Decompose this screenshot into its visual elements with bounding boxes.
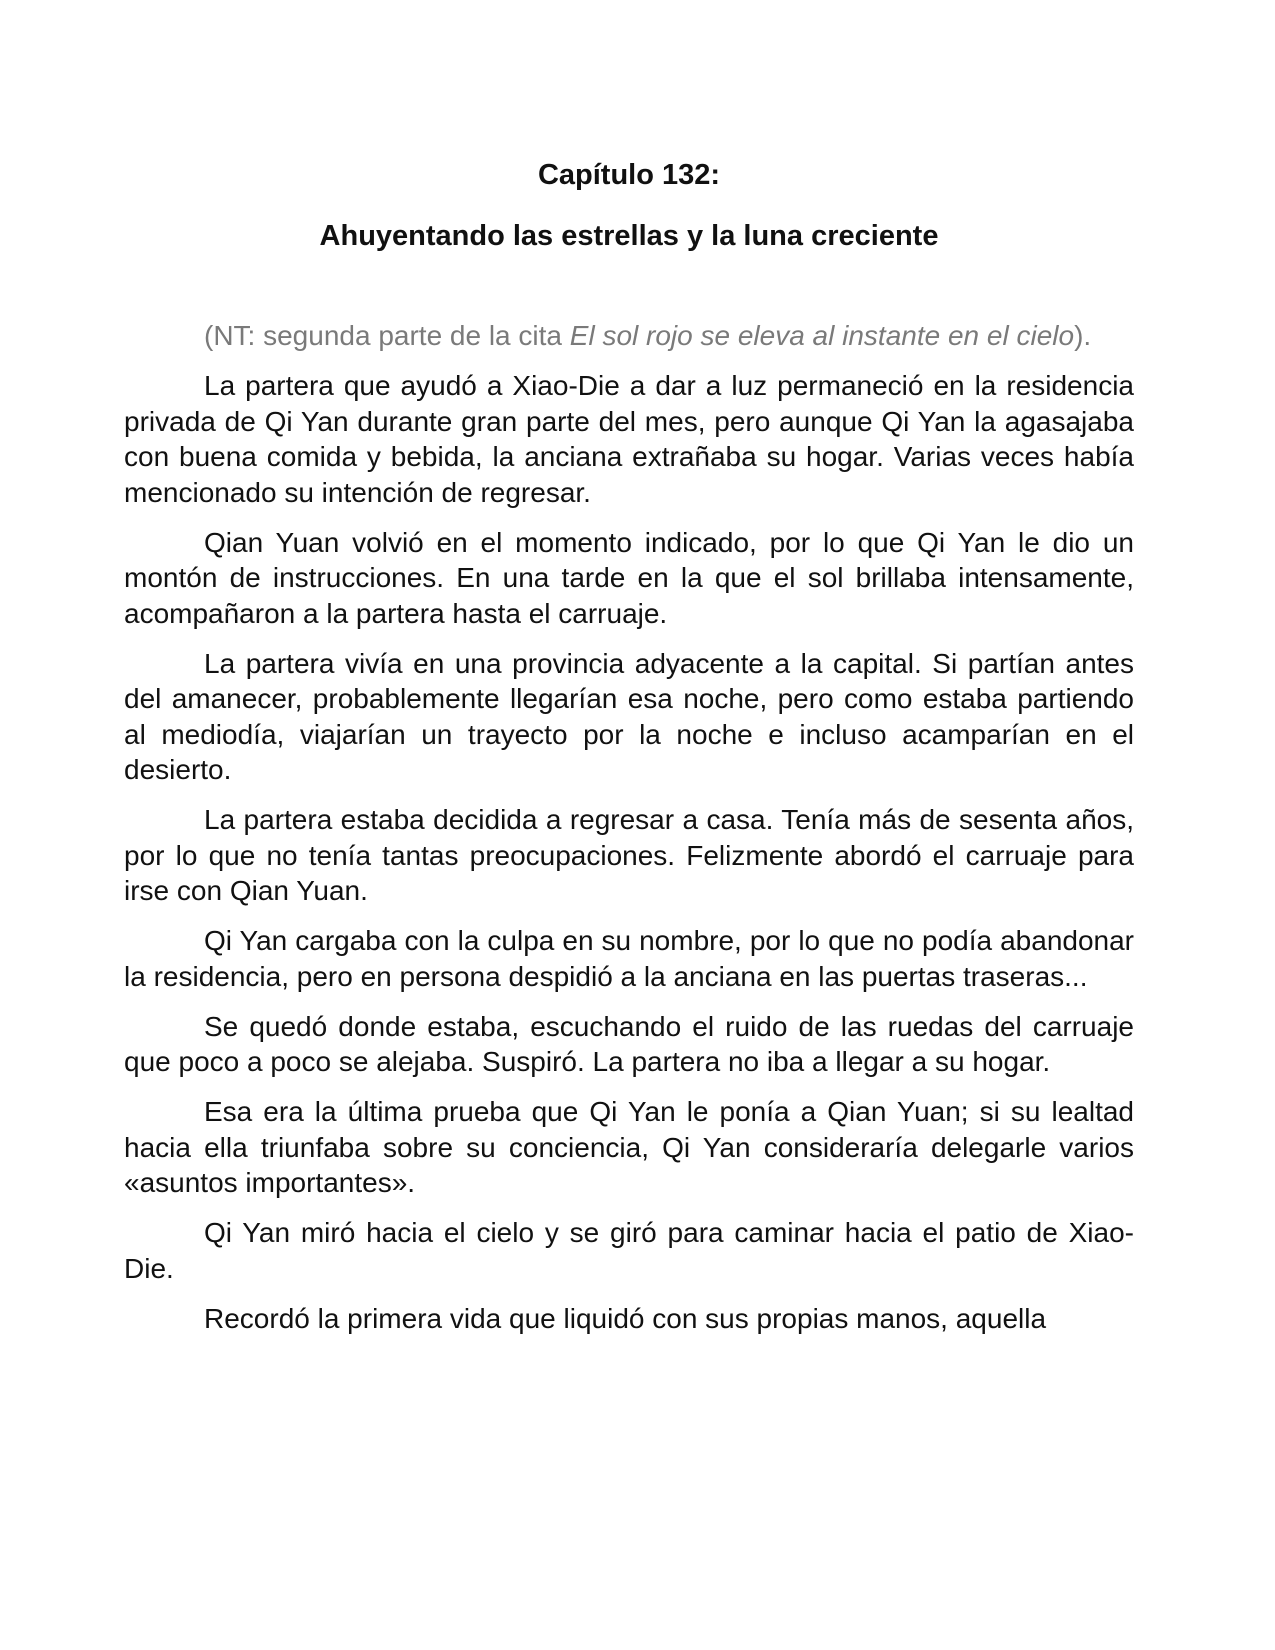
chapter-title: Ahuyentando las estrellas y la luna creciente: [319, 220, 939, 252]
paragraph: Qi Yan cargaba con la culpa en su nombre, por lo que no podía abandonar la residencia, pero en persona despidió a la anciana en las puertas traseras...: [124, 925, 1134, 992]
paragraph: Se quedó donde estaba, escuchando el ruido de las ruedas del carruaje que poco a poco se alejaba. Suspiró. La partera no iba a llegar a su hogar.: [124, 1010, 1134, 1077]
translator-note-quote: El sol rojo se eleva al instante en el cielo: [569, 320, 1075, 351]
paragraph: Qi Yan miró hacia el cielo y se giró para caminar hacia el patio de Xiao-Die.: [124, 1217, 1134, 1284]
translator-note-suffix: ).: [1074, 320, 1092, 351]
paragraph: La partera vivía en una provincia adyacente a la capital. Si partían antes del amanecer, probablemente llegarían esa noche, pero como estaba partiendo al mediodía, viajarían un trayecto por la noche e incluso acamparían en el desierto.: [124, 647, 1134, 785]
paragraph: La partera que ayudó a Xiao-Die a dar a luz permaneció en la residencia privada de Qi Yan durante gran parte del mes, pero aunque Qi Yan la agasajaba con buena comida y bebida, la anciana extrañaba su hogar. Varias veces había mencionado su intención de regresar.: [124, 370, 1134, 508]
document-page: [124, 0, 1134, 1650]
chapter-number: Capítulo 132:: [537, 159, 721, 191]
paragraph: Recordó la primera vida que liquidó con sus propias manos, aquella: [204, 1302, 1047, 1334]
translator-note-prefix: (NT: segunda parte de la cita: [204, 320, 570, 351]
chapter-body: [124, 318, 1134, 1351]
paragraph: La partera estaba decidida a regresar a casa. Tenía más de sesenta años, por lo que no tenía tantas preocupaciones. Felizmente abordó el carruaje para irse con Qian Yuan.: [124, 804, 1134, 906]
translator-note: [124, 318, 1134, 354]
paragraph: Qian Yuan volvió en el momento indicado, por lo que Qi Yan le dio un montón de instrucciones. En una tarde en la que el sol brillaba intensamente, acompañaron a la partera hasta el carruaje.: [124, 526, 1134, 629]
paragraph: Esa era la última prueba que Qi Yan le ponía a Qian Yuan; si su lealtad hacia ella triunfaba sobre su conciencia, Qi Yan consideraría delegarle varios «asuntos importantes».: [124, 1096, 1134, 1198]
